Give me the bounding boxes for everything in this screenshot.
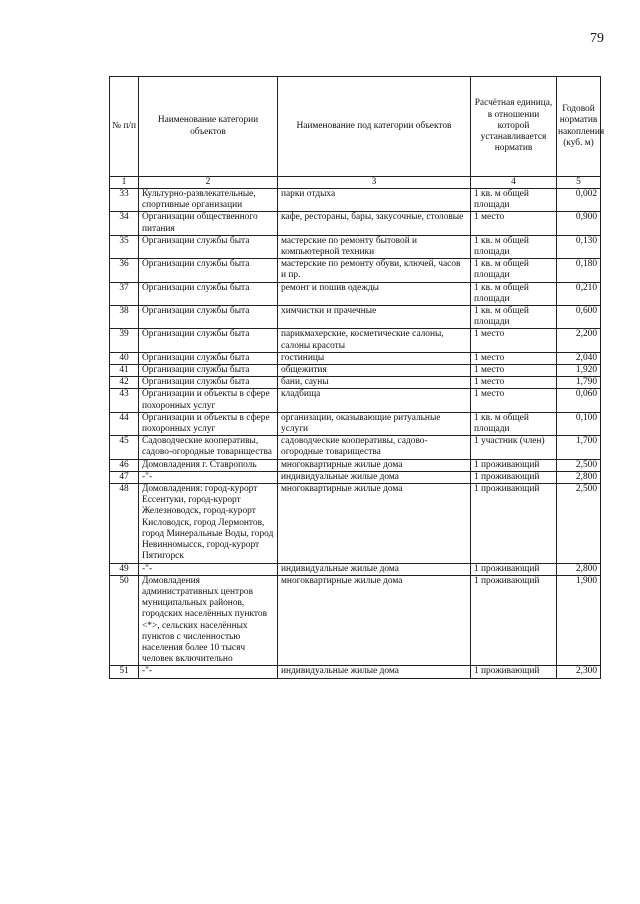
table-row [110,259,601,282]
table-row [110,436,601,459]
subcategory-cell: многоквартирные жилые дома [278,459,471,471]
unit-cell: 1 кв. м общей площади [471,306,557,329]
row-number-cell: 47 [110,471,139,483]
subcategory-cell: мастерские по ремонту бытовой и компьютерной техники [278,235,471,258]
subcategory-cell: общежития [278,365,471,377]
header-norm: Годовой норматив накопления (куб. м) [557,77,601,177]
unit-cell: 1 место [471,377,557,389]
column-number: 4 [471,177,557,189]
category-cell: -"- [139,666,278,678]
unit-cell: 1 проживающий [471,459,557,471]
subcategory-cell: кладбища [278,389,471,412]
subcategory-cell: индивидуальные жилые дома [278,563,471,575]
category-cell: Организации службы быта [139,259,278,282]
table-row [110,484,601,563]
row-number-cell: 34 [110,212,139,235]
subcategory-cell: парки отдыха [278,189,471,212]
subcategory-cell: индивидуальные жилые дома [278,666,471,678]
norm-value-cell: 1,900 [557,575,601,666]
unit-cell: 1 место [471,389,557,412]
row-number-cell: 45 [110,436,139,459]
norm-value-cell: 2,040 [557,352,601,364]
category-cell: Садоводческие кооперативы, садово-огородные товарищества [139,436,278,459]
table-row [110,365,601,377]
category-cell: Культурно-развлекательные, спортивные организации [139,189,278,212]
unit-cell: 1 кв. м общей площади [471,189,557,212]
table-row [110,212,601,235]
subcategory-cell: организации, оказывающие ритуальные услуги [278,412,471,435]
subcategory-cell: мастерские по ремонту обуви, ключей, часов и пр. [278,259,471,282]
row-number-cell: 40 [110,352,139,364]
row-number-cell: 42 [110,377,139,389]
table-row [110,471,601,483]
table-row [110,352,601,364]
norm-value-cell: 2,800 [557,471,601,483]
category-cell: Организации службы быта [139,235,278,258]
column-number: 1 [110,177,139,189]
table-body [110,189,601,679]
category-cell: Организации службы быта [139,365,278,377]
row-number-cell: 39 [110,329,139,352]
table-row [110,329,601,352]
norm-value-cell: 2,500 [557,459,601,471]
unit-cell: 1 кв. м общей площади [471,259,557,282]
unit-cell: 1 кв. м общей площади [471,235,557,258]
header-unit: Расчётная единица, в отношении которой устанавливается норматив [471,77,557,177]
subcategory-cell: химчистки и прачечные [278,306,471,329]
table-row [110,189,601,212]
row-number-cell: 38 [110,306,139,329]
table-row [110,666,601,678]
norm-value-cell: 2,500 [557,484,601,563]
category-cell: Организации службы быта [139,329,278,352]
norm-value-cell: 0,210 [557,282,601,305]
subcategory-cell: индивидуальные жилые дома [278,471,471,483]
unit-cell: 1 место [471,365,557,377]
table-row [110,377,601,389]
category-cell: Организации и объекты в сфере похоронных услуг [139,389,278,412]
unit-cell: 1 кв. м общей площади [471,412,557,435]
norm-value-cell: 2,300 [557,666,601,678]
row-number-cell: 50 [110,575,139,666]
norm-value-cell: 1,790 [557,377,601,389]
table-row [110,459,601,471]
norm-value-cell: 2,200 [557,329,601,352]
row-number-cell: 43 [110,389,139,412]
subcategory-cell: бани, сауны [278,377,471,389]
table-row [110,412,601,435]
row-number-cell: 48 [110,484,139,563]
unit-cell: 1 место [471,212,557,235]
unit-cell: 1 участник (член) [471,436,557,459]
category-cell: -"- [139,563,278,575]
header-category: Наименование категории объектов [139,77,278,177]
norm-value-cell: 1,700 [557,436,601,459]
column-number: 2 [139,177,278,189]
unit-cell: 1 проживающий [471,575,557,666]
unit-cell: 1 проживающий [471,484,557,563]
row-number-cell: 44 [110,412,139,435]
category-cell: Домовладения административных центров муниципальных районов, городских населённых пунктов <*>, сельских населённых пунктов с численностью населения более 10 тысяч человек включительно [139,575,278,666]
row-number-cell: 33 [110,189,139,212]
table-header-row [110,77,601,177]
row-number-cell: 49 [110,563,139,575]
category-cell: Организации общественного питания [139,212,278,235]
norm-value-cell: 0,900 [557,212,601,235]
table-row [110,306,601,329]
unit-cell: 1 место [471,329,557,352]
subcategory-cell: многоквартирные жилые дома [278,484,471,563]
category-cell: Организации и объекты в сфере похоронных услуг [139,412,278,435]
norm-value-cell: 0,100 [557,412,601,435]
norm-value-cell: 0,600 [557,306,601,329]
table-row [110,282,601,305]
subcategory-cell: гостиницы [278,352,471,364]
unit-cell: 1 место [471,352,557,364]
category-cell: Домовладения г. Ставрополь [139,459,278,471]
unit-cell: 1 проживающий [471,563,557,575]
category-cell: Организации службы быта [139,282,278,305]
norm-value-cell: 2,800 [557,563,601,575]
column-number: 5 [557,177,601,189]
norm-value-cell: 0,130 [557,235,601,258]
subcategory-cell: садоводческие кооперативы, садово-огородные товарищества [278,436,471,459]
norm-value-cell: 0,002 [557,189,601,212]
unit-cell: 1 проживающий [471,666,557,678]
category-cell: -"- [139,471,278,483]
subcategory-cell: ремонт и пошив одежды [278,282,471,305]
norm-value-cell: 0,060 [557,389,601,412]
norm-value-cell: 0,180 [557,259,601,282]
header-subcategory: Наименование под категории объектов [278,77,471,177]
table-row [110,563,601,575]
header-number: № п/п [110,77,139,177]
page-number: 79 [590,31,604,46]
category-cell: Домовладения: город-курорт Ессентуки, город-курорт Железноводск, город-курорт Кисловодск, город Лермонтов, город Минеральные Воды, город Невинномысск, город-курорт Пятигорск [139,484,278,563]
table-row [110,389,601,412]
unit-cell: 1 проживающий [471,471,557,483]
table-row [110,235,601,258]
subcategory-cell: кафе, рестораны, бары, закусочные, столовые [278,212,471,235]
row-number-cell: 46 [110,459,139,471]
row-number-cell: 51 [110,666,139,678]
category-cell: Организации службы быта [139,377,278,389]
column-number: 3 [278,177,471,189]
unit-cell: 1 кв. м общей площади [471,282,557,305]
row-number-cell: 36 [110,259,139,282]
category-cell: Организации службы быта [139,306,278,329]
norms-table [109,76,605,679]
subcategory-cell: многоквартирные жилые дома [278,575,471,666]
row-number-cell: 35 [110,235,139,258]
row-number-cell: 37 [110,282,139,305]
table-row [110,575,601,666]
category-cell: Организации службы быта [139,352,278,364]
row-number-cell: 41 [110,365,139,377]
subcategory-cell: парикмахерские, косметические салоны, салоны красоты [278,329,471,352]
column-number-row [110,177,601,189]
norm-value-cell: 1,920 [557,365,601,377]
